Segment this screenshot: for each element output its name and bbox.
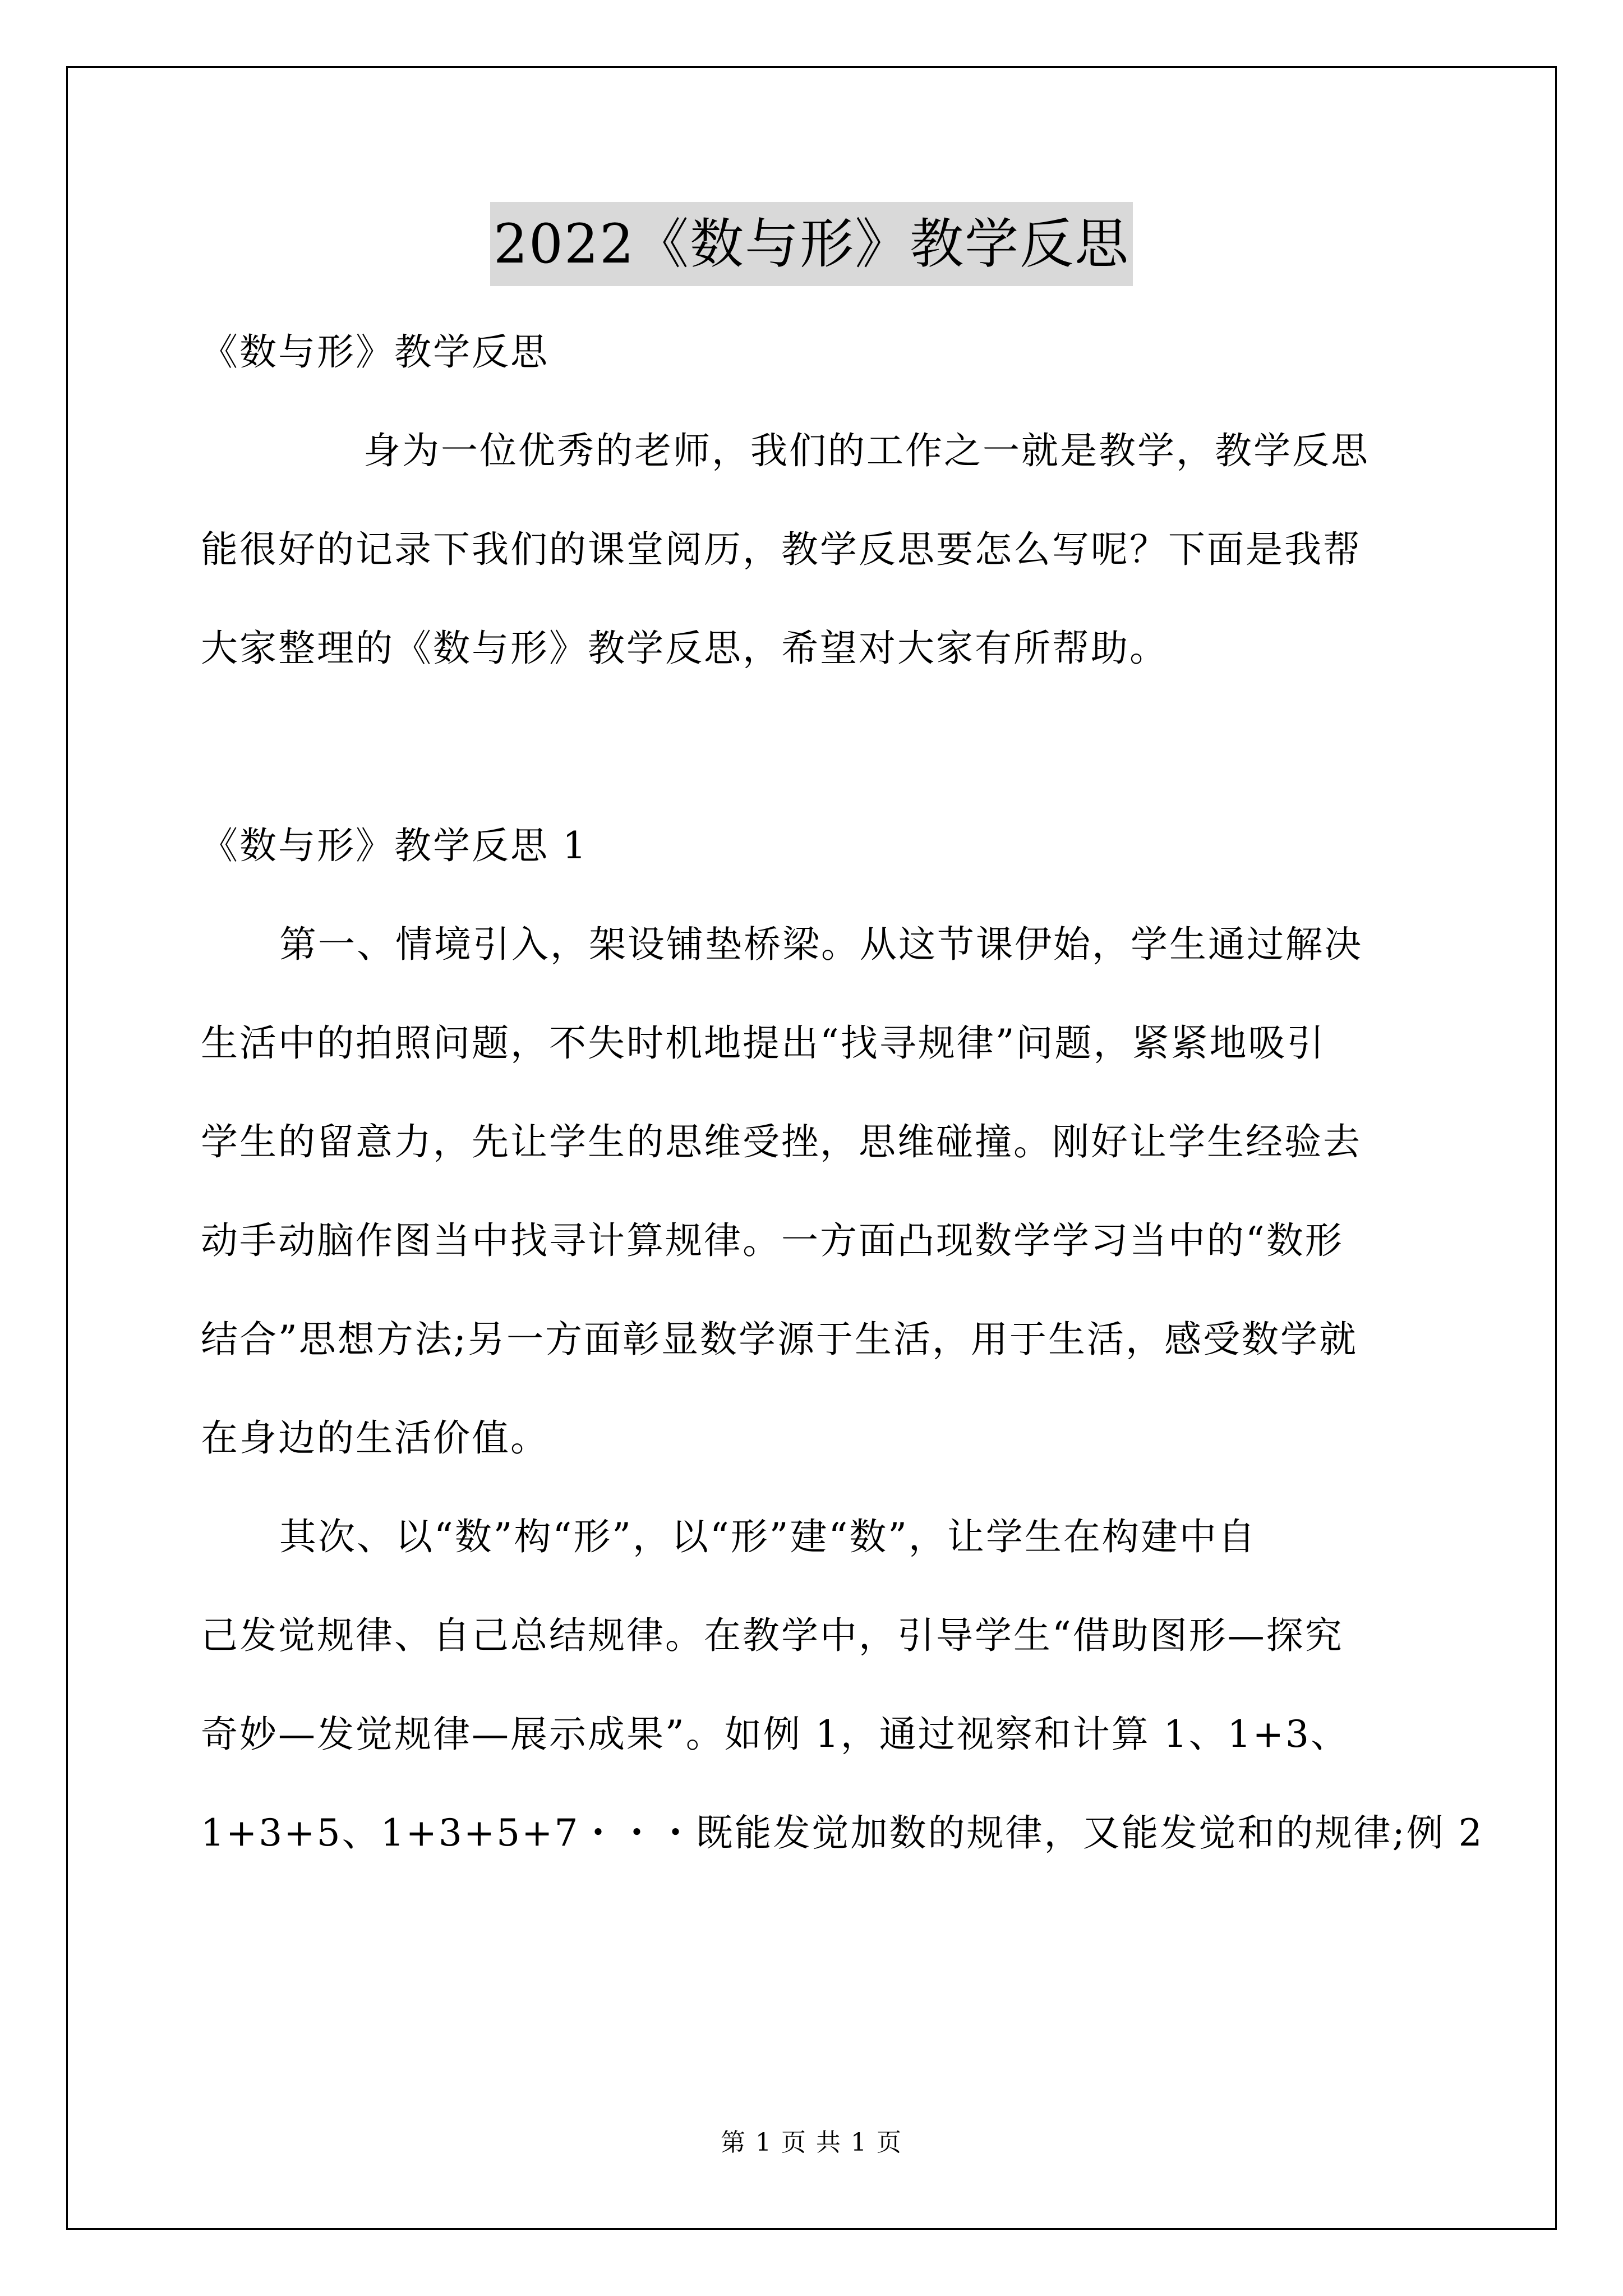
document-body	[201, 303, 1484, 1883]
spacer	[201, 698, 1423, 797]
paragraph-line: 己发觉规律、自己总结规律。在教学中，引导学生“借助图形—探究	[201, 1614, 1344, 1657]
paragraph-line: 生活中的拍照问题，不失时机地提出“找寻规律”问题，紧紧地吸引	[201, 1022, 1326, 1065]
paragraph-line: 动手动脑作图当中找寻计算规律。一方面凸现数学学习当中的“数形	[201, 1219, 1344, 1262]
intro-line: 大家整理的《数与形》教学反思，希望对大家有所帮助。	[201, 627, 1168, 670]
intro-line: 身为一位优秀的老师，我们的工作之一就是教学，教学反思	[363, 429, 1370, 472]
paragraph-line: 第一、情境引入，架设铺垫桥梁。从这节课伊始，学生通过解决	[279, 923, 1363, 966]
paragraph-line: 结合”思想方法;另一方面彰显数学源于生活，用于生活，感受数学就	[201, 1318, 1358, 1361]
page-footer: 第 1 页 共 1 页	[721, 2128, 902, 2157]
intro-line: 能很好的记录下我们的课堂阅历，教学反思要怎么写呢？下面是我帮	[201, 528, 1362, 571]
title-container	[0, 202, 1623, 286]
paragraph-line: 其次、以“数”构“形”，以“形”建“数”，让学生在构建中自	[279, 1515, 1257, 1558]
paragraph-line: 在身边的生活价值。	[201, 1416, 549, 1460]
document-title: 2022《数与形》教学反思	[490, 202, 1133, 286]
paragraph-line: 奇妙—发觉规律—展示成果”。如例 1，通过视察和计算 1、1+3、	[201, 1713, 1349, 1756]
section-heading: 《数与形》教学反思 1	[201, 824, 588, 867]
paragraph-line: 学生的留意力，先让学生的思维受挫，思维碰撞。刚好让学生经验去	[201, 1120, 1362, 1163]
paragraph-line: 1+3+5、1+3+5+7・・・既能发觉加数的规律，又能发觉和的规律;例 2	[201, 1811, 1484, 1855]
document-subtitle: 《数与形》教学反思	[201, 330, 549, 374]
